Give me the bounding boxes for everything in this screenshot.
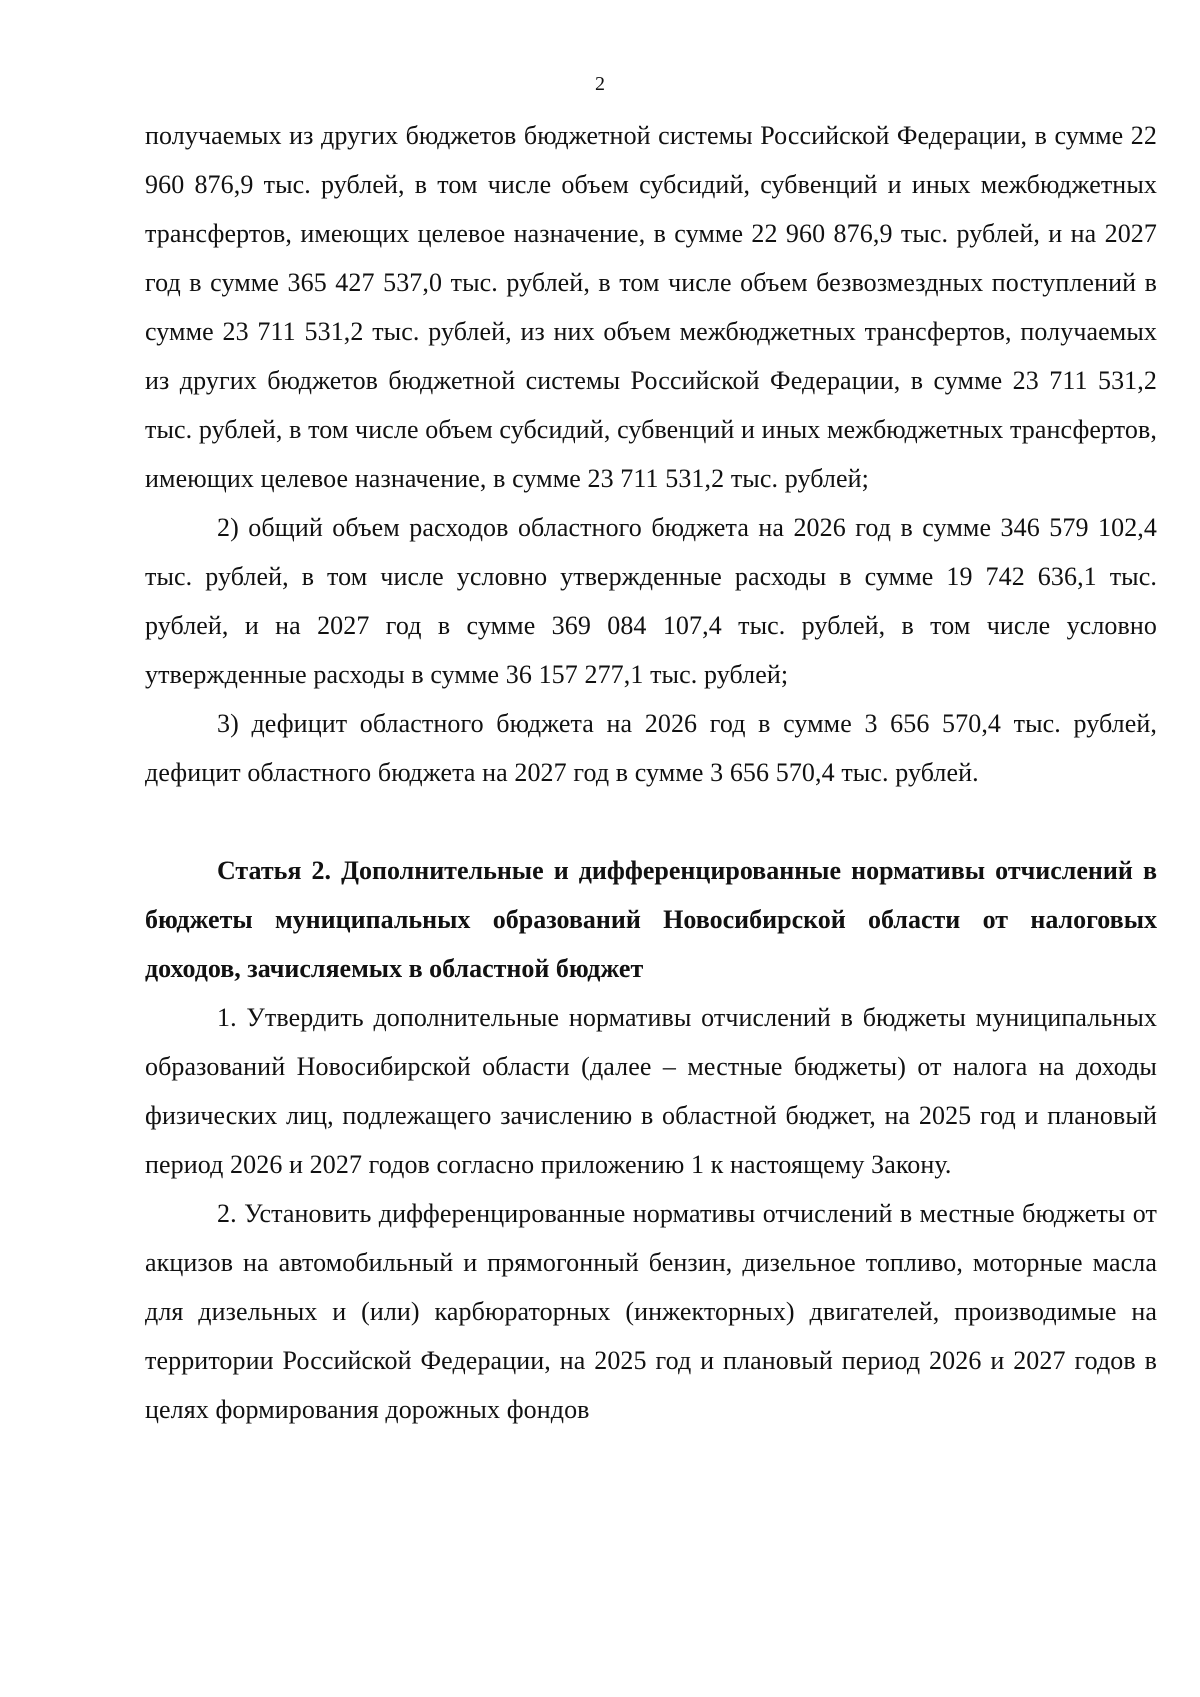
article-item-1: 1. Утвердить дополнительные нормативы отчислений в бюджеты муниципальных образований Новосибирской области (далее – местные бюджеты) от налога на доходы физических лиц, подлежащего зачислению в областной бюджет, на 2025 год и плановый период 2026 и 2027 годов согласно приложению 1 к настоящему Закону.: [145, 1003, 1157, 1179]
article-heading: Статья 2. Дополнительные и дифференцированные нормативы отчислений в бюджеты муниципальных образований Новосибирской области от налоговых доходов, зачисляемых в областной бюджет: [145, 856, 1157, 983]
paragraph-deficit: 3) дефицит областного бюджета на 2026 год в сумме 3 656 570,4 тыс. рублей, дефицит областного бюджета на 2027 год в сумме 3 656 570,4 тыс. рублей.: [145, 709, 1157, 787]
document-body: [145, 111, 1157, 1434]
paragraph-expenditure: 2) общий объем расходов областного бюджета на 2026 год в сумме 346 579 102,4 тыс. рублей, в том числе условно утвержденные расходы в сумме 19 742 636,1 тыс. рублей, и на 2027 год в сумме 369 084 107,4 тыс. рублей, в том числе условно утвержденные расходы в сумме 36 157 277,1 тыс. рублей;: [145, 513, 1157, 689]
paragraph-revenue-continuation: получаемых из других бюджетов бюджетной системы Российской Федерации, в сумме 22 960 876,9 тыс. рублей, в том числе объем субсидий, субвенций и иных межбюджетных трансфертов, имеющих целевое назначение, в сумме 22 960 876,9 тыс. рублей, и на 2027 год в сумме 365 427 537,0 тыс. рублей, в том числе объем безвозмездных поступлений в сумме 23 711 531,2 тыс. рублей, из них объем межбюджетных трансфертов, получаемых из других бюджетов бюджетной системы Российской Федерации, в сумме 23 711 531,2 тыс. рублей, в том числе объем субсидий, субвенций и иных межбюджетных трансфертов, имеющих целевое назначение, в сумме 23 711 531,2 тыс. рублей;: [145, 121, 1157, 493]
article-item-2: 2. Установить дифференцированные нормативы отчислений в местные бюджеты от акцизов на автомобильный и прямогонный бензин, дизельное топливо, моторные масла для дизельных и (или) карбюраторных (инжекторных) двигателей, производимые на территории Российской Федерации, на 2025 год и плановый период 2026 и 2027 годов в целях формирования дорожных фондов: [145, 1199, 1157, 1424]
page-number: 2: [595, 73, 605, 95]
